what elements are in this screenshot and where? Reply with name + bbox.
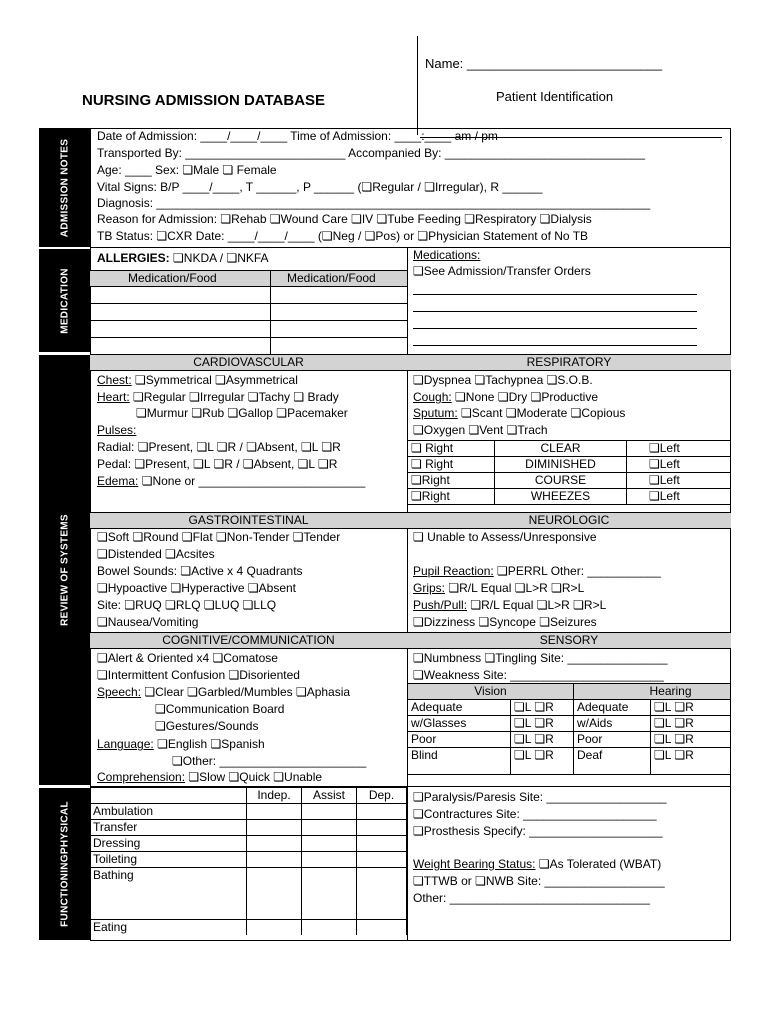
weight-bearing-line[interactable] <box>413 857 661 872</box>
pulses-label: Pulses: <box>97 423 137 437</box>
adl-cell[interactable] <box>357 852 407 868</box>
adl-header-dep: Dep. <box>357 788 407 804</box>
other-line[interactable]: Other: ______________________________ <box>413 891 650 905</box>
left-checkbox[interactable]: ❏Left <box>627 441 731 457</box>
med-row-line <box>90 320 407 321</box>
speech-label: Speech: <box>97 685 142 699</box>
hearing-label: Deaf <box>574 748 651 775</box>
vision-label: Poor <box>408 732 511 748</box>
cough-label: Cough: <box>413 390 452 404</box>
comprehension-options[interactable]: ❏Slow ❏Quick ❏Unable <box>185 770 323 784</box>
pupil-options[interactable]: ❏PERRL Other: ___________ <box>493 564 661 578</box>
grips-options[interactable]: ❏R/L Equal ❏L>R ❏R>L <box>445 581 585 595</box>
gi-line[interactable]: ❏Soft ❏Round ❏Flat ❏Non-Tender ❏Tender <box>97 530 341 544</box>
push-pull-label: Push/Pull: <box>413 598 468 612</box>
comprehension-label: Comprehension: <box>97 770 186 784</box>
table-row <box>408 700 731 716</box>
vision-label: w/Glasses <box>408 716 511 732</box>
lung-sound-label: WHEEZES <box>495 489 627 505</box>
tb-status-line[interactable]: TB Status: ❏CXR Date: ____/____/____ (❏Neg / ❏Pos) or ❏Physician Statement of No TB <box>97 229 589 243</box>
adl-table <box>90 787 407 935</box>
sputum-options[interactable]: ❏Scant ❏Moderate ❏Copious <box>457 406 626 420</box>
table-row <box>408 457 731 473</box>
adl-cell[interactable] <box>302 820 357 836</box>
hearing-label: w/Aids <box>574 716 651 732</box>
chest-label: Chest: <box>97 373 132 387</box>
adl-cell[interactable] <box>247 920 302 936</box>
adl-cell[interactable] <box>247 820 302 836</box>
sensory-line-2[interactable]: ❏Weakness Site: _______________________ <box>413 668 664 682</box>
language-options[interactable]: ❏English ❏Spanish <box>153 737 265 751</box>
adl-cell[interactable] <box>357 836 407 852</box>
vision-hearing-table <box>407 683 731 775</box>
see-orders-checkbox[interactable]: ❏See Admission/Transfer Orders <box>413 264 591 278</box>
pupil-line[interactable] <box>413 564 661 579</box>
neurologic-header: NEUROLOGIC <box>407 512 731 529</box>
sidebar-admission-notes <box>39 128 90 247</box>
transported-by-line[interactable]: Transported By: ________________________ Accompanied By: ______________________________ <box>97 146 646 160</box>
weight-bearing-options[interactable]: ❏As Tolerated (WBAT) <box>535 857 662 871</box>
gi-line[interactable]: ❏Hypoactive ❏Hyperactive ❏Absent <box>97 581 297 595</box>
sidebar-review-of-systems <box>39 355 90 785</box>
med-col2-header: Medication/Food <box>287 271 376 285</box>
edema-label: Edema: <box>97 474 139 488</box>
vision-checkbox[interactable]: ❏L ❏R <box>511 716 574 732</box>
adl-cell[interactable] <box>302 920 357 936</box>
cough-options[interactable]: ❏None ❏Dry ❏Productive <box>451 390 599 404</box>
patient-identification-label: Patient Identification <box>496 89 614 104</box>
med-row-line <box>90 303 407 304</box>
lung-sound-label: CLEAR <box>495 441 627 457</box>
contractures-line[interactable]: ❏Contractures Site: ____________________ <box>413 807 657 821</box>
vision-checkbox[interactable]: ❏L ❏R <box>511 732 574 748</box>
speech-option-gestures[interactable]: ❏Gestures/Sounds <box>155 719 259 733</box>
allergies-options[interactable]: ❏NKDA / ❏NKFA <box>173 251 269 265</box>
adl-cell[interactable] <box>302 804 357 820</box>
resp-line-4[interactable]: ❏Oxygen ❏Vent ❏Trach <box>413 423 548 437</box>
adl-label: Eating <box>90 920 247 936</box>
pedal-line[interactable]: Pedal: ❏Present, ❏L ❏R / ❏Absent, ❏L ❏R <box>97 457 338 471</box>
adl-header-assist: Assist <box>302 788 357 804</box>
gi-line[interactable]: Site: ❏RUQ ❏RLQ ❏LUQ ❏LLQ <box>97 598 277 612</box>
adl-cell[interactable] <box>357 920 407 936</box>
gastrointestinal-header: GASTROINTESTINAL <box>90 512 407 529</box>
resp-line-1[interactable]: ❏Dyspnea ❏Tachypnea ❏S.O.B. <box>413 373 593 387</box>
med-write-line[interactable] <box>413 345 697 346</box>
adl-cell[interactable] <box>357 868 407 920</box>
right-checkbox[interactable]: ❏ Right <box>408 441 495 457</box>
neuro-unable-checkbox[interactable]: ❏ Unable to Assess/Unresponsive <box>413 530 597 544</box>
form-title: NURSING ADMISSION DATABASE <box>82 92 326 109</box>
sputum-label: Sputum: <box>413 406 458 420</box>
medication-table-header <box>90 270 407 287</box>
table-row <box>90 852 407 868</box>
heart-line[interactable] <box>97 390 339 405</box>
med-write-line[interactable] <box>413 311 697 312</box>
language-line[interactable] <box>97 737 265 752</box>
adl-label: Bathing <box>90 868 247 920</box>
left-checkbox[interactable]: ❏Left <box>627 457 731 473</box>
sensory-line-1[interactable]: ❏Numbness ❏Tingling Site: _______________ <box>413 651 668 665</box>
heart-options-2[interactable]: ❏Murmur ❏Rub ❏Gallop ❏Pacemaker <box>136 406 348 420</box>
table-row <box>408 748 731 775</box>
respiratory-header: RESPIRATORY <box>407 354 731 371</box>
table-row <box>408 473 731 489</box>
comprehension-line[interactable] <box>97 770 322 785</box>
vision-checkbox[interactable]: ❏L ❏R <box>511 700 574 716</box>
speech-option-board[interactable]: ❏Communication Board <box>155 702 285 716</box>
sensory-header: SENSORY <box>407 632 731 649</box>
cough-line[interactable] <box>413 390 598 405</box>
cog-line-2[interactable]: ❏Intermittent Confusion ❏Disoriented <box>97 668 300 682</box>
admission-date-line[interactable]: Date of Admission: ____/____/____ Time of Admission: ____:____ am / pm <box>97 129 498 143</box>
table-row <box>90 836 407 852</box>
prosthesis-line[interactable]: ❏Prosthesis Specify: ____________________ <box>413 824 663 838</box>
table-row <box>90 804 407 820</box>
table-row <box>90 920 407 936</box>
right-checkbox[interactable]: ❏Right <box>408 473 495 489</box>
med-write-line[interactable] <box>413 328 697 329</box>
sidebar-label-functional: FUNCTIONINGPHYSICAL <box>59 801 70 927</box>
table-row <box>408 732 731 748</box>
left-checkbox[interactable]: ❏Left <box>627 489 731 505</box>
lung-sounds-table <box>407 440 731 505</box>
adl-label: Dressing <box>90 836 247 852</box>
vision-header: Vision <box>408 684 574 700</box>
adl-label: Ambulation <box>90 804 247 820</box>
table-row <box>90 868 407 920</box>
lung-sound-label: DIMINISHED <box>495 457 627 473</box>
right-checkbox[interactable]: ❏ Right <box>408 457 495 473</box>
language-other[interactable]: ❏Other: ______________________ <box>172 754 367 768</box>
adl-cell[interactable] <box>302 852 357 868</box>
adl-cell[interactable] <box>302 868 357 920</box>
lung-sound-label: COURSE <box>495 473 627 489</box>
paralysis-line[interactable]: ❏Paralysis/Paresis Site: __________________ <box>413 790 667 804</box>
patient-name-field[interactable]: Name: ___________________________ <box>425 56 663 71</box>
hearing-checkbox[interactable]: ❏L ❏R <box>651 716 731 732</box>
adl-header-indep: Indep. <box>247 788 302 804</box>
center-divider <box>407 247 408 941</box>
gi-line[interactable]: ❏Distended ❏Acsites <box>97 547 215 561</box>
pupil-label: Pupil Reaction: <box>413 564 494 578</box>
table-row <box>408 489 731 505</box>
right-checkbox[interactable]: ❏Right <box>408 489 495 505</box>
adl-cell[interactable] <box>357 820 407 836</box>
adl-cell[interactable] <box>357 804 407 820</box>
push-pull-options[interactable]: ❏R/L Equal ❏L>R ❏R>L <box>467 598 607 612</box>
table-row <box>408 716 731 732</box>
divider <box>90 247 731 248</box>
hearing-header: Hearing <box>574 684 731 700</box>
med-write-line[interactable] <box>413 294 697 295</box>
radial-line[interactable]: Radial: ❏Present, ❏L ❏R / ❏Absent, ❏L ❏R <box>97 440 341 454</box>
table-row <box>90 820 407 836</box>
table-row <box>408 441 731 457</box>
hearing-label: Adequate <box>574 700 651 716</box>
adl-cell[interactable] <box>247 804 302 820</box>
med-row-line <box>90 337 407 338</box>
left-checkbox[interactable]: ❏Left <box>627 473 731 489</box>
ttwb-line[interactable]: ❏TTWB or ❏NWB Site: __________________ <box>413 874 665 888</box>
header-divider <box>417 36 418 135</box>
adl-cell[interactable] <box>247 868 302 920</box>
neuro-line-5[interactable]: ❏Dizziness ❏Syncope ❏Seizures <box>413 615 597 629</box>
weight-bearing-label: Weight Bearing Status: <box>413 857 536 871</box>
adl-label: Transfer <box>90 820 247 836</box>
speech-line[interactable] <box>97 685 350 700</box>
language-label: Language: <box>97 737 154 751</box>
age-sex-line[interactable]: Age: ____ Sex: ❏Male ❏ Female <box>97 163 277 177</box>
diagnosis-line[interactable]: Diagnosis: __________________________________________________________________________ <box>97 196 651 210</box>
hearing-checkbox[interactable]: ❏L ❏R <box>651 700 731 716</box>
gi-line[interactable]: ❏Nausea/Vomiting <box>97 615 199 629</box>
medications-label: Medications: <box>413 248 481 262</box>
sidebar-functional-physical <box>39 788 90 940</box>
table-row <box>408 684 731 700</box>
reason-for-admission-line[interactable]: Reason for Admission: ❏Rehab ❏Wound Care ❏IV ❏Tube Feeding ❏Respiratory ❏Dialysis <box>97 212 592 226</box>
heart-options[interactable]: ❏Regular ❏Irregular ❏Tachy ❏ Brady <box>129 390 339 404</box>
hearing-checkbox[interactable]: ❏L ❏R <box>651 748 731 775</box>
speech-options[interactable]: ❏Clear ❏Garbled/Mumbles ❏Aphasia <box>141 685 351 699</box>
sidebar-label-medication: MEDICATION <box>59 267 70 334</box>
chest-options[interactable]: ❏Symmetrical ❏Asymmetrical <box>131 373 298 387</box>
cardiovascular-header: CARDIOVASCULAR <box>90 354 407 371</box>
sidebar-label-admission: ADMISSION NOTES <box>59 138 70 237</box>
sputum-line[interactable] <box>413 406 625 421</box>
divider <box>270 270 271 354</box>
hearing-label: Poor <box>574 732 651 748</box>
push-pull-line[interactable] <box>413 598 606 613</box>
allergies-row <box>97 251 269 266</box>
gi-line[interactable]: Bowel Sounds: ❏Active x 4 Quadrants <box>97 564 303 578</box>
vital-signs-line[interactable]: Vital Signs: B/P ____/____, T ______, P ______ (❏Regular / ❏Irregular), R ______ <box>97 180 543 194</box>
edema-options[interactable]: ❏None or _________________________ <box>138 474 366 488</box>
chest-line[interactable] <box>97 373 298 388</box>
heart-label: Heart: <box>97 390 130 404</box>
edema-line[interactable] <box>97 474 365 489</box>
vision-label: Adequate <box>408 700 511 716</box>
cog-line-1[interactable]: ❏Alert & Oriented x4 ❏Comatose <box>97 651 278 665</box>
allergies-label: ALLERGIES: <box>97 251 170 265</box>
adl-header-blank <box>90 788 247 804</box>
adl-cell[interactable] <box>247 852 302 868</box>
adl-cell[interactable] <box>247 836 302 852</box>
sidebar-medication <box>39 249 90 352</box>
adl-cell[interactable] <box>302 836 357 852</box>
cognitive-header: COGNITIVE/COMMUNICATION <box>90 632 407 649</box>
grips-line[interactable] <box>413 581 584 596</box>
table-row <box>90 788 407 804</box>
hearing-checkbox[interactable]: ❏L ❏R <box>651 732 731 748</box>
grips-label: Grips: <box>413 581 446 595</box>
med-col1-header: Medication/Food <box>128 271 217 285</box>
adl-label: Toileting <box>90 852 247 868</box>
sidebar-label-review: REVIEW OF SYSTEMS <box>59 514 70 626</box>
vision-label: Blind <box>408 748 511 775</box>
vision-checkbox[interactable]: ❏L ❏R <box>511 748 574 775</box>
